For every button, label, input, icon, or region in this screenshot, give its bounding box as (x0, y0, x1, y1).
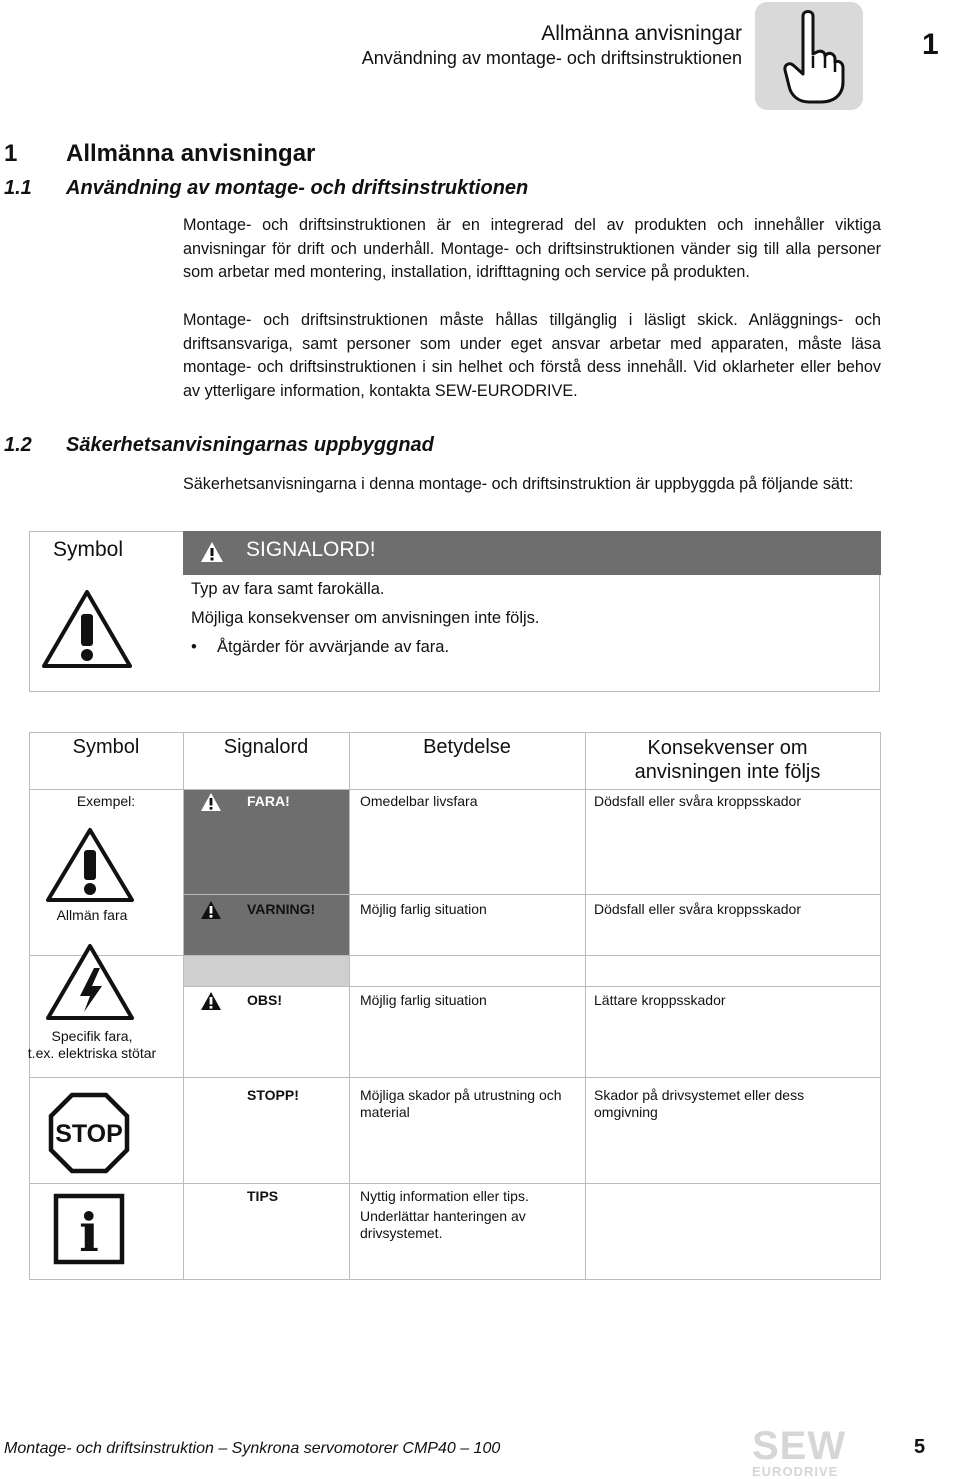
table-header-signal: Signalord (223, 736, 309, 758)
footer-text: Montage- och driftsinstruktion – Synkrona servomotorer CMP40 – 100 (4, 1440, 501, 1457)
signal-word: SIGNALORD! (246, 538, 376, 561)
consequence-line: Möjliga konsekvenser om anvisningen inte följs. (191, 609, 540, 627)
meaning-tips-2: Underlättar hanteringen av drivsystemet. (360, 1208, 526, 1241)
section-intro: Säkerhetsanvisningarna i denna montage- och driftsinstruktion är uppbyggda på följande sätt: (183, 475, 854, 493)
paragraph-1: Montage- och driftsinstruktionen är en integrerad del av produkten och innehåller viktiga anvisningar för drift och underhåll. Montage- och driftsinstruktionen vänder sig till alla personer som arbetar med montering, installation, idrifttagning och service på produkten. (183, 216, 881, 281)
measure-line: Åtgärder för avvärjande av fara. (217, 638, 450, 656)
symbol-label: Symbol (53, 538, 124, 561)
section-title: Säkerhetsanvisningarnas uppbyggnad (66, 434, 434, 456)
info-icon (53, 1193, 125, 1270)
consequence-fara: Dödsfall eller svåra kroppsskador (594, 793, 801, 809)
meaning-stopp: Möjliga skador på utrustning och material (360, 1087, 562, 1120)
warning-icon-obs (200, 991, 222, 1016)
pointing-hand-icon (755, 2, 863, 110)
meaning-fara: Omedelbar livsfara (360, 793, 478, 809)
signal-obs: OBS! (247, 992, 282, 1008)
paragraph-2: Montage- och driftsinstruktionen måste hållas tillgänglig i läsligt skick. Anläggnings- och driftsansvariga, samt personer som under eget ansvar arbetar med apparaten, måste läsa montage- och driftsinstruktionen i sin helhet och förstå dess innehåll. Vid oklarheter eller behov av ytterligare information, kontakta SEW-EURODRIVE. (183, 311, 881, 400)
table-header-symbol: Symbol (72, 736, 140, 758)
consequence-varning: Dödsfall eller svåra kroppsskador (594, 901, 801, 917)
section-heading-1-1 (4, 177, 528, 200)
info-icon-letter: i (79, 1203, 99, 1264)
meaning-obs: Möjlig farlig situation (360, 992, 487, 1008)
warning-icon-varning (200, 900, 222, 925)
general-hazard-label: Allmän fara (56, 907, 128, 923)
chapter-tab-number: 1 (922, 28, 939, 61)
consequence-stopp: Skador på drivsystemet eller dess omgivning (594, 1087, 805, 1120)
warning-icon-fara (200, 792, 222, 817)
specific-hazard-label-2: t.ex. elektriska stötar (27, 1045, 157, 1061)
section-number: 1.1 (4, 177, 32, 199)
electric-shock-icon (44, 942, 136, 1027)
meaning-tips: Nyttig information eller tips. (360, 1188, 529, 1204)
signal-fara: FARA! (247, 793, 290, 809)
stop-sign-icon (48, 1092, 130, 1179)
section-heading-1-2 (4, 434, 434, 457)
meaning-varning: Möjlig farlig situation (360, 901, 487, 917)
general-hazard-icon (44, 826, 136, 909)
hazard-type-line: Typ av fara samt farokälla. (191, 580, 385, 598)
signal-varning: VARNING! (247, 901, 316, 917)
bullet: • (191, 638, 197, 656)
header-title: Allmänna anvisningar (541, 22, 742, 45)
stop-sign-text: STOP (55, 1120, 123, 1148)
specific-hazard-label-1: Specifik fara, (51, 1028, 133, 1044)
page-number: 5 (914, 1436, 926, 1458)
table-header-meaning: Betydelse (423, 736, 511, 758)
signal-tips: TIPS (247, 1188, 279, 1204)
caution-signal-cell (183, 955, 349, 986)
header-subtitle: Användning av montage- och driftsinstruktionen (361, 48, 742, 68)
chapter-number: 1 (4, 140, 18, 167)
chapter-heading (4, 140, 315, 168)
signal-stopp: STOPP! (247, 1087, 299, 1103)
section-number: 1.2 (4, 434, 32, 456)
chapter-title: Allmänna anvisningar (66, 140, 316, 167)
example-label: Exempel: (76, 793, 136, 809)
table-header-consequence: Konsekvenser om anvisningen inte följs (634, 737, 821, 783)
small-warning-icon (200, 541, 224, 568)
consequence-obs: Lättare kroppsskador (594, 992, 726, 1008)
sew-eurodrive-logo: SEW EURODRIVE (752, 1424, 847, 1479)
warning-triangle-icon (40, 588, 134, 675)
section-title: Användning av montage- och driftsinstruktionen (66, 177, 529, 199)
